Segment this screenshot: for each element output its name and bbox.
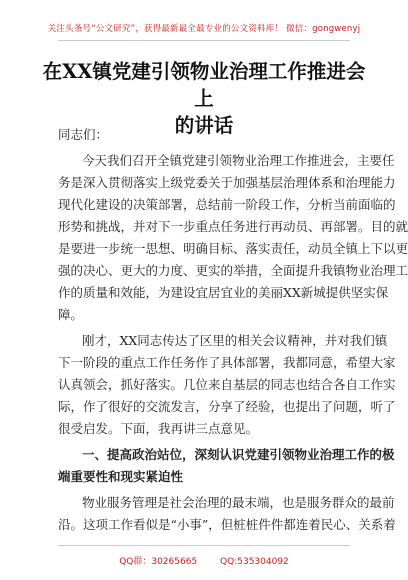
body-line: 下一阶段的重点工作任务作了具体部署，我都同意，希望大家 — [58, 355, 396, 370]
body-line: 务是深入贯彻落实上级党委关于加强基层治理体系和治理能力 — [58, 175, 396, 190]
top-banner: 关注头条号“公文研究”，获得最新最全最专业的公文资料库！ 微信：gongwenyj — [47, 24, 361, 34]
body-line: 现代化建设的决策部署，总结前一阶段工作，分析当前面临的 — [58, 197, 396, 212]
footer-qq: QQ:535304092 — [220, 557, 289, 567]
title-line: 的讲话 — [174, 114, 234, 137]
salutation: 同志们： — [58, 127, 109, 142]
body-line: 际，作了很好的交流发言，分享了经验，也提出了问题，听了 — [58, 399, 396, 414]
top-divider — [58, 40, 350, 41]
title-line: 在XX镇党建引领物业治理工作推进会上 — [42, 60, 366, 110]
body-line: 障。 — [58, 307, 84, 322]
body-line: 很受启发。下面，我再讲三点意见。 — [58, 421, 259, 436]
footer-qq-group: QQ群：30265665 — [119, 557, 198, 567]
body-line: 强的决心、更大的力度、更实的举措，全面提升我镇物业治理工 — [58, 263, 408, 278]
section-heading: 一、提高政治站位，深刻认识党建引领物业治理工作的极 — [82, 447, 395, 462]
bottom-divider — [58, 545, 350, 546]
body-line: 是要进一步统一思想、明确目标、落实责任，动员全镇上下以更 — [58, 241, 408, 256]
section-heading: 端重要性和现实紧迫性 — [58, 469, 184, 484]
body-line: 沿。这项工作看似是“小事”，但桩桩件件都连着民心、关系着 — [58, 517, 396, 532]
body-line: 认真领会，抓好落实。几位来自基层的同志也结合各自工作实 — [58, 377, 396, 392]
footer — [0, 554, 408, 567]
body-line: 今天我们召开全镇党建引领物业治理工作推进会，主要任 — [82, 153, 395, 168]
body-line: 形势和挑战，并对下一步重点任务进行再动员、再部署。目的就 — [58, 219, 408, 234]
body-line: 刚才，XX同志传达了区里的相关会议精神，并对我们镇 — [82, 333, 388, 348]
body-line: 作的质量和效能，为建设宜居宜业的美丽XX新城提供坚实保 — [58, 285, 389, 300]
body-line: 物业服务管理是社会治理的最末端，也是服务群众的最前 — [82, 495, 395, 510]
